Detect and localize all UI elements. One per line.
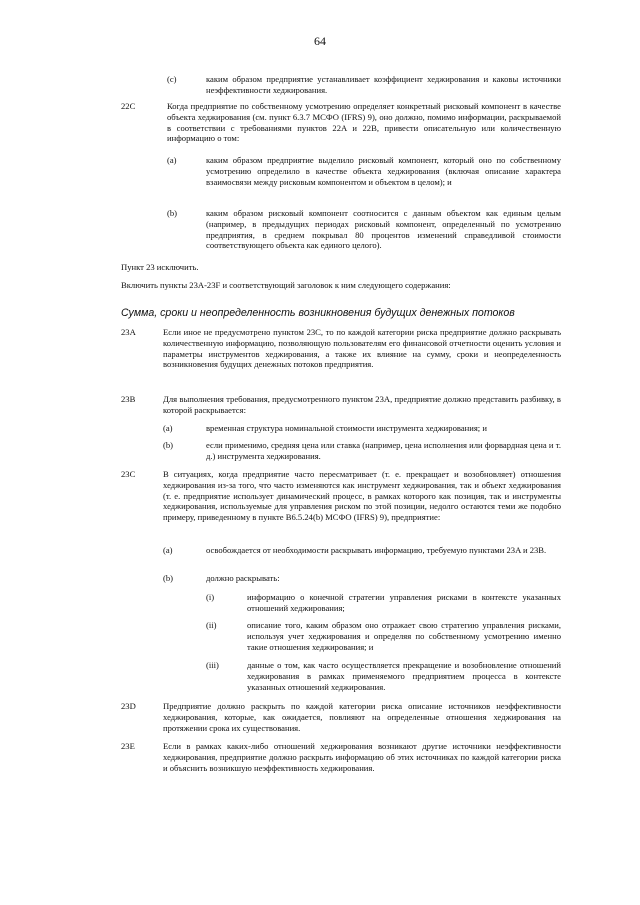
item-label: (c) <box>167 74 177 84</box>
subitem-label: (i) <box>206 592 215 602</box>
paragraph-number: 23B <box>121 394 136 404</box>
paragraph-text: Для выполнения требования, предусмотренного пунктом 23A, предприятие должно представить разбивку, в которой раскрывается: <box>163 394 561 415</box>
paragraph-text: Когда предприятие по собственному усмотрению определяет конкретный рисковый компонент в качестве объекта хеджирования (см. пункт 6.3.7 МСФО (IFRS) 9), оно должно, помимо информации, раскрываемой в соответствии с требованиями пунктов 22A и 22B, привести описательную или количественную информацию о том: <box>167 101 561 144</box>
item-label: (a) <box>163 545 173 555</box>
item-text: каким образом предприятие устанавливает коэффициент хеджирования и каковы источники неэффективности хеджирования. <box>206 74 561 95</box>
paragraph-number: 22C <box>121 101 136 111</box>
item-label: (a) <box>167 155 177 165</box>
paragraph-text: Предприятие должно раскрыть по каждой категории риска описание источников неэффективности хеджирования, которые, как ожидается, повлияют на определенные отношения хеджирования на протяжении срока их существования. <box>163 701 561 733</box>
paragraph-text: Если в рамках каких-либо отношений хеджирования возникают другие источники неэффективности хеджирования, предприятие должно раскрыть информацию об этих источниках по каждой категории риска и объяснить возникшую неэффективность хеджирования. <box>163 741 561 773</box>
subitem-label: (iii) <box>206 660 219 670</box>
item-label: (b) <box>163 573 174 583</box>
item-label: (a) <box>163 423 173 433</box>
paragraph-number: 23E <box>121 741 135 751</box>
subitem-label: (ii) <box>206 620 217 630</box>
paragraph-number: 23D <box>121 701 136 711</box>
item-text: если применимо, средняя цена или ставка (например, цена исполнения или форвардная цена и т. д.) инструмента хеджирования. <box>206 440 561 461</box>
subitem-text: информацию о конечной стратегии управления рисками в контексте указанных отношений хеджирования; <box>247 592 561 613</box>
subitem-text: описание того, каким образом оно отражает свою стратегию управления рисками, используя учет хеджирования и определяя по собственному усмотрению именно такие отношения хеджирования; и <box>247 620 561 652</box>
paragraph-number: 23A <box>121 327 136 337</box>
deleted-note: Пункт 23 исключить. <box>121 262 199 272</box>
subitem-text: данные о том, как часто осуществляется прекращение и возобновление отношений хеджирования в рамках применяемого предприятием процесса в контексте указанных отношений хеджирования. <box>247 660 561 692</box>
item-text: должно раскрывать: <box>206 573 280 583</box>
include-note: Включить пункты 23A-23F и соответствующий заголовок к ним следующего содержания: <box>121 280 451 290</box>
item-text: каким образом рисковый компонент соотносится с данным объектом как единым целым (например, в предыдущих периодах рисковый компонент, определенный по усмотрению предприятия, в среднем покрывал 80 процентов изменений справедливой стоимости соответствующего объекта как единого целого). <box>206 208 561 251</box>
item-text: освобождается от необходимости раскрывать информацию, требуемую пунктами 23A и 23B. <box>206 545 547 555</box>
paragraph-text: В ситуациях, когда предприятие часто пересматривает (т. е. прекращает и возобновляет) отношения хеджирования из-за того, что часто изменяются как инструмент хеджирования, так и объект хеджирования (т. е. предприятие использует динамический процесс, в рамках которого как позиция, так и инструменты хеджирования, используемые для управления риском по этой позиции, недолго остаются теми же подобно примеру, приведенному в пункте B6.5.24(b) МСФО (IFRS) 9), предприятие: <box>163 469 561 523</box>
item-label: (b) <box>163 440 174 450</box>
paragraph-text: Если иное не предусмотрено пунктом 23C, то по каждой категории риска предприятие должно раскрывать количественную информацию, позволяющую пользователям его финансовой отчетности оценить условия и параметры инструментов хеджирования, а также их влияние на сумму, сроки и неопределенность возникновения будущих денежных потоков предприятия. <box>163 327 561 370</box>
section-heading: Сумма, сроки и неопределенность возникновения будущих денежных потоков <box>121 307 515 319</box>
paragraph-number: 23C <box>121 469 136 479</box>
item-text: каким образом предприятие выделило рисковый компонент, который оно по собственному усмотрению определило в качестве объекта хеджирования (включая описание характера взаимосвязи между рисковым компонентом и объектом в целом); и <box>206 155 561 187</box>
page-number: 64 <box>314 34 326 48</box>
item-text: временная структура номинальной стоимости инструмента хеджирования; и <box>206 423 487 433</box>
item-label: (b) <box>167 208 178 218</box>
